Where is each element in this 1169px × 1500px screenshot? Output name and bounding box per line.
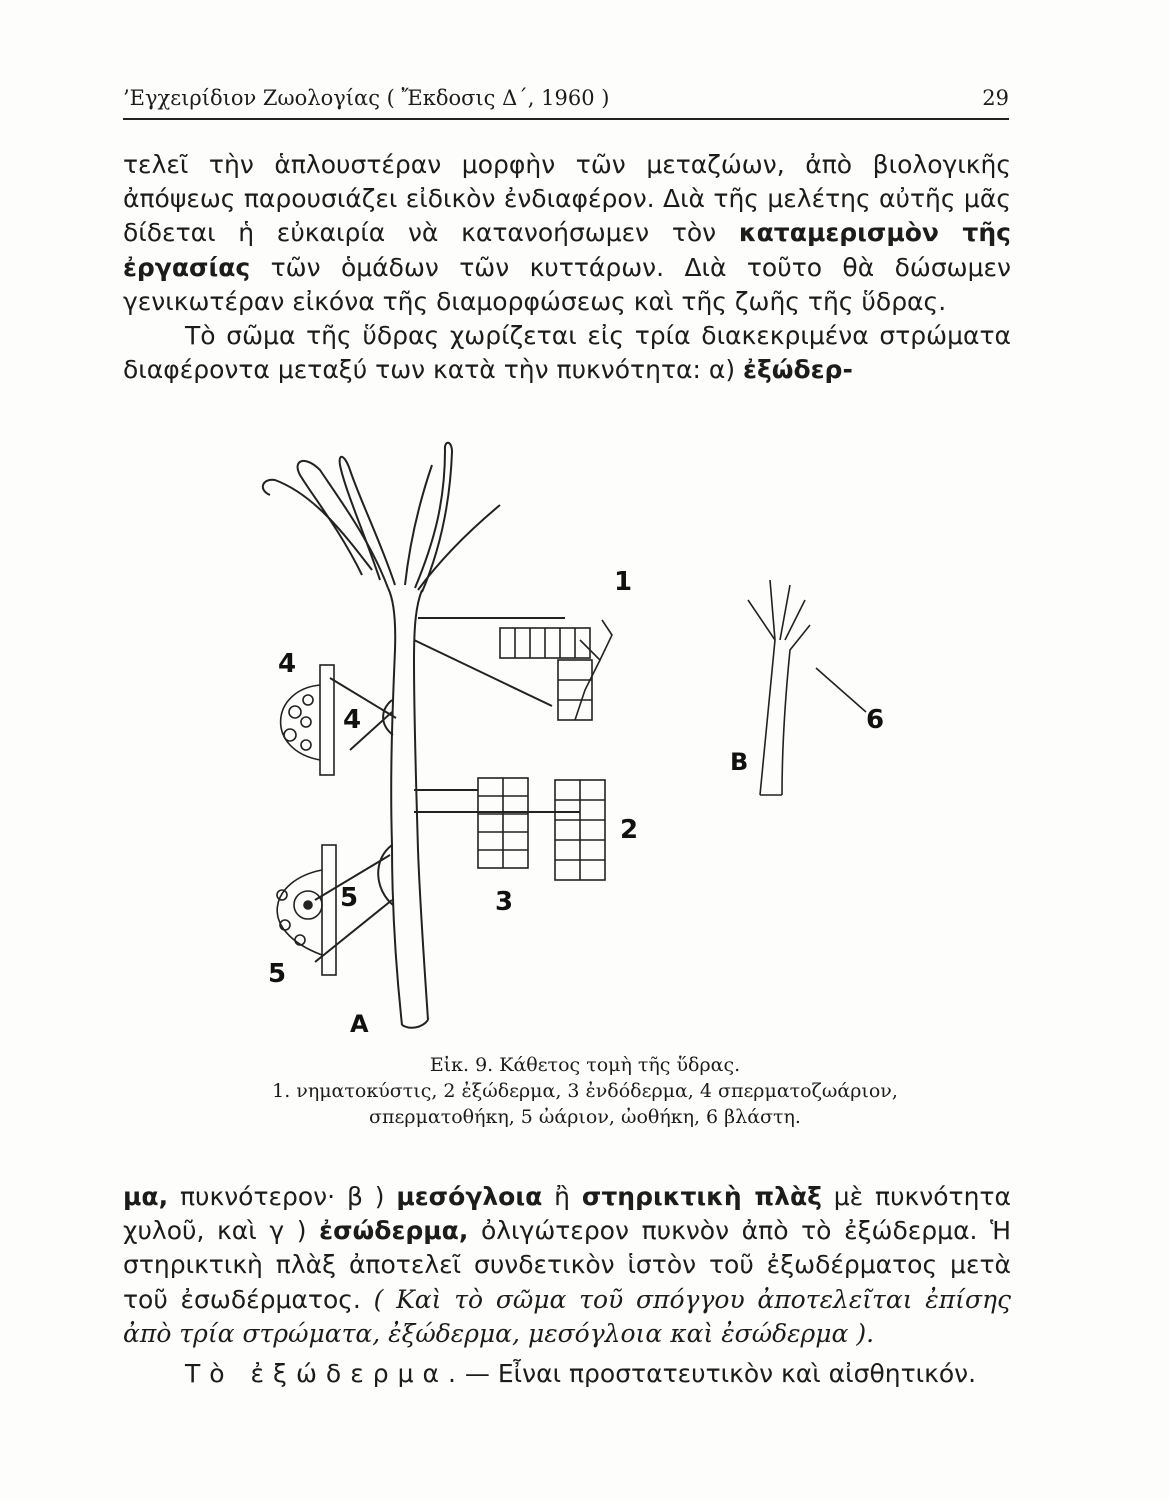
paragraph-2	[123, 319, 1011, 387]
label-4-outer: 4	[278, 649, 297, 679]
label-5-outer: 5	[268, 959, 287, 989]
label-5-inner: 5	[340, 883, 359, 913]
label-B: B	[730, 748, 749, 776]
label-6: 6	[866, 705, 885, 735]
text-less-dense: ὀλιγώτερον πυκνὸν ἀπὸ τὸ ἐξώδερμα. Ἡ στηρικτικὴ πλὰξ ἀποτελεῖ συνδετικὸν ἱστὸν τοῦ ἐξωδέρματος μετὰ τοῦ ἐσωδέρματος.	[123, 1216, 1012, 1314]
bottom-text	[123, 1180, 1011, 1391]
bold-term-mesoglea: μεσόγλοια	[396, 1182, 543, 1211]
tentacle-3	[405, 465, 432, 585]
paragraph-1	[123, 148, 1011, 319]
paragraph-4	[123, 1357, 1011, 1391]
top-text	[123, 148, 1011, 387]
running-header	[123, 82, 1009, 120]
text-denser: πυκνότερον· β )	[179, 1182, 385, 1211]
text-or: ἢ	[554, 1182, 570, 1211]
text-density: μὲ πυκνότητα χυλοῦ, καὶ γ )	[123, 1182, 1011, 1246]
label-4-inner: 4	[343, 705, 362, 735]
caption-title: Εἰκ. 9. Κάθετος τομὴ τῆς ὕδρας.	[429, 1054, 741, 1076]
tentacle-2	[340, 457, 395, 585]
hydra-body-outline-right	[414, 590, 428, 1020]
bold-term-ma: μα,	[123, 1182, 169, 1211]
hydra-body-outline	[388, 588, 402, 1025]
hydra-figure	[0, 420, 1169, 1050]
paragraph-1-end: τῶν ὁμάδων τῶν κυττάρων. Διὰ τοῦτο θὰ δώσωμεν γενικωτέραν εἰκόνα τῆς διαμορφώσεως καὶ τῆς ζωῆς τῆς ὕδρας.	[123, 252, 1011, 316]
paragraph-3	[123, 1180, 1011, 1351]
bold-term-support-plate: στηρικτικὴ πλὰξ	[581, 1182, 822, 1211]
section-head-ectoderm: Τὸ ἐξώδερμα.	[185, 1359, 465, 1389]
paragraph-2-text: Τὸ σῶμα τῆς ὕδρας χωρίζεται εἰς τρία διακεκριμένα στρώματα διαφέροντα μεταξύ των κατὰ τὴν πυκνότητα: α)	[123, 321, 1011, 385]
book-title: ’Εγχειρίδιον Ζωολογίας ( Ἔκδοσις Δ΄, 1960 )	[123, 86, 610, 110]
label-3: 3	[495, 887, 514, 917]
caption-line-1: 1. νηματοκύστις, 2 ἐξώδερμα, 3 ἐνδόδερμα, 4 σπερματοζωάριον,	[272, 1080, 898, 1102]
paragraph-1-text: τελεῖ τὴν ἁπλουστέραν μορφὴν τῶν μεταζώων, ἀπὸ βιολογικῆς ἀπόψεως παρουσιάζει εἰδικὸν ἐνδιαφέρον. Διὰ τῆς μελέτης αὐτῆς μᾶς δίδεται ἡ εὐκαιρία νὰ κατανοήσωμεν τὸν	[123, 150, 1011, 248]
text-protective: — Εἶναι προστατευτικὸν καὶ αἰσθητικόν.	[464, 1359, 977, 1389]
bold-term-ectoderm: ἐξώδερ-	[743, 355, 853, 385]
label-A: A	[350, 1010, 369, 1038]
bold-term-endoderm: ἐσώδερμα,	[319, 1216, 469, 1246]
caption-line-2: σπερματοθήκη, 5 ὠάριον, ὠοθήκη, 6 βλάστη.	[369, 1106, 801, 1128]
label-2: 2	[620, 815, 639, 845]
page-number: 29	[982, 86, 1009, 110]
figure-caption	[215, 1052, 955, 1130]
tentacle-1	[298, 461, 388, 588]
italic-sponge-note: ( Καὶ τὸ σῶμα τοῦ σπόγγου ἀποτελεῖται ἐπίσης ἀπὸ τρία στρώματα, ἐξώδερμα, μεσόγλοια καὶ ἐσώδερμα ).	[123, 1284, 1011, 1348]
label-1: 1	[614, 567, 633, 597]
bold-term-division-of-labour: καταμερισμὸν τῆς ἐργασίας	[123, 218, 1011, 282]
